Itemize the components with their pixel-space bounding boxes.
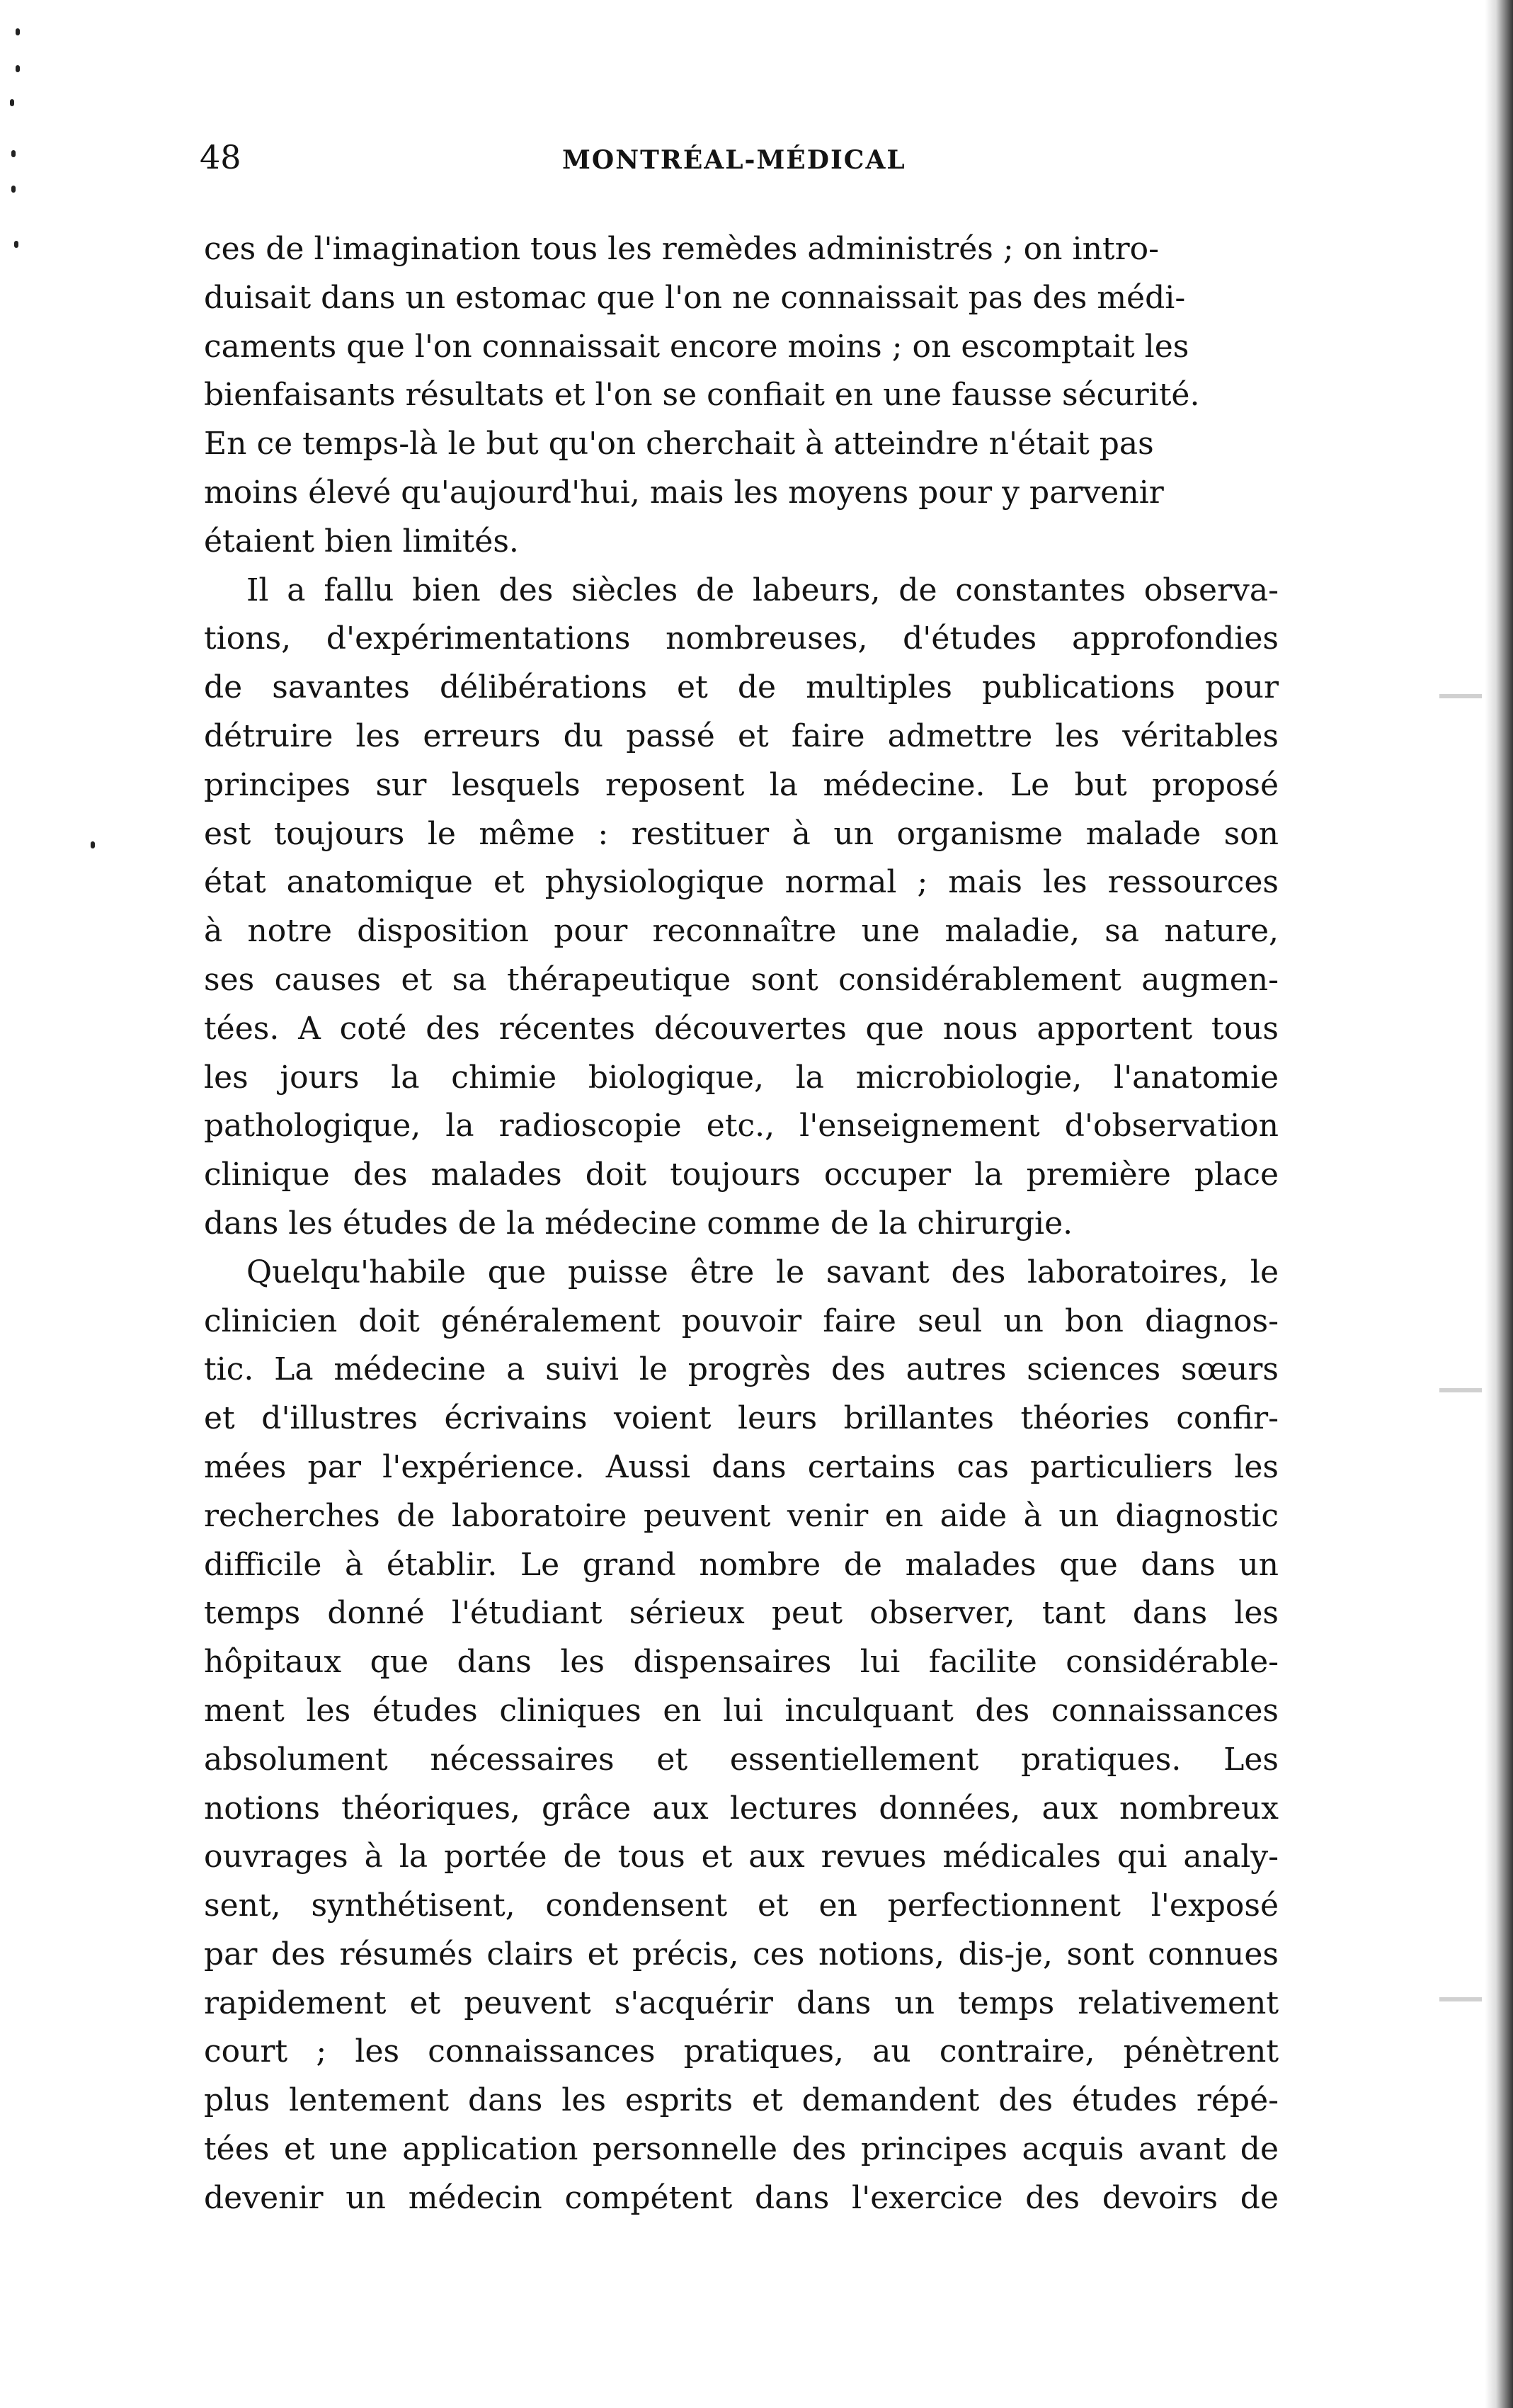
paragraph — [204, 567, 1279, 1249]
text-line: mées par l'expérience. Aussi dans certains cas particuliers les — [204, 1448, 1279, 1485]
text-line: tées et une application personnelle des principes acquis avant de — [204, 2131, 1279, 2168]
text-line: Il a fallu bien des siècles de labeurs, de constantes observa- — [246, 572, 1279, 608]
running-title: MONTRÉAL-MÉDICAL — [562, 145, 906, 175]
scan-speck — [1439, 1388, 1482, 1392]
text-line: En ce temps-là le but qu'on cherchait à atteindre n'était pas — [204, 426, 1154, 462]
scan-margin-mark — [16, 65, 20, 72]
scan-speck — [1439, 694, 1482, 698]
page-number: 48 — [200, 138, 241, 176]
scan-binding-edge — [1485, 0, 1513, 2408]
text-line: clinique des malades doit toujours occuper la première place — [204, 1157, 1279, 1193]
text-line: sent, synthétisent, condensent et en perfectionnent l'exposé — [204, 1887, 1279, 1924]
text-line: court ; les connaissances pratiques, au contraire, pénètrent — [204, 2033, 1279, 2070]
scan-margin-mark — [91, 841, 95, 848]
scan-margin-mark — [10, 99, 14, 106]
scan-speck — [1439, 1997, 1482, 2001]
scan-margin-mark — [11, 186, 16, 193]
text-line: état anatomique et physiologique normal ; mais les ressources — [204, 864, 1279, 901]
text-line: absolument nécessaires et essentiellement pratiques. Les — [204, 1741, 1279, 1778]
text-line: à notre disposition pour reconnaître une maladie, sa nature, — [204, 913, 1279, 950]
text-line: moins élevé qu'aujourd'hui, mais les moyens pour y parvenir — [204, 474, 1164, 511]
text-line: par des résumés clairs et précis, ces notions, dis-je, sont connues — [204, 1936, 1279, 1972]
text-line: bienfaisants résultats et l'on se confiait en une fausse sécurité. — [204, 377, 1200, 414]
scan-margin-mark — [16, 28, 20, 35]
scan-margin-mark — [11, 150, 16, 157]
text-line: détruire les erreurs du passé et faire admettre les véritables — [204, 717, 1279, 754]
text-line: notions théoriques, grâce aux lectures données, aux nombreux — [204, 1790, 1279, 1827]
text-line: devenir un médecin compétent dans l'exercice des devoirs de — [204, 2179, 1279, 2216]
text-line: principes sur lesquels reposent la médecine. Le but proposé — [204, 766, 1279, 803]
text-line: tic. La médecine a suivi le progrès des autres sciences sœurs — [204, 1351, 1279, 1388]
text-line: pathologique, la radioscopie etc., l'enseignement d'observation — [204, 1108, 1279, 1145]
text-line: temps donné l'étudiant sérieux peut observer, tant dans les — [204, 1595, 1279, 1632]
text-line: Quelqu'habile que puisse être le savant des laboratoires, le — [246, 1254, 1279, 1290]
paragraph — [204, 225, 1279, 567]
text-line: ouvrages à la portée de tous et aux revues médicales qui analy- — [204, 1839, 1279, 1875]
text-line: rapidement et peuvent s'acquérir dans un temps relativement — [204, 1984, 1279, 2021]
text-line: est toujours le même : restituer à un organisme malade son — [204, 815, 1279, 852]
text-line: ces de l'imagination tous les remèdes administrés ; on intro- — [204, 231, 1159, 267]
scan-margin-mark — [14, 241, 18, 248]
text-line: tées. A coté des récentes découvertes que nous apportent tous — [204, 1010, 1279, 1047]
text-line: étaient bien limités. — [204, 523, 519, 560]
text-line: ses causes et sa thérapeutique sont considérablement augmen- — [204, 961, 1279, 998]
text-line: duisait dans un estomac que l'on ne connaissait pas des médi- — [204, 279, 1186, 316]
body-text — [204, 225, 1279, 2223]
text-line: hôpitaux que dans les dispensaires lui facilite considérable- — [204, 1644, 1279, 1681]
text-line: dans les études de la médecine comme de la chirurgie. — [204, 1205, 1073, 1242]
text-line: clinicien doit généralement pouvoir faire seul un bon diagnos- — [204, 1302, 1279, 1339]
text-line: les jours la chimie biologique, la microbiologie, l'anatomie — [204, 1059, 1279, 1096]
text-line: de savantes délibérations et de multiples publications pour — [204, 669, 1279, 706]
text-line: plus lentement dans les esprits et demandent des études répé- — [204, 2082, 1279, 2119]
paragraph — [204, 1249, 1279, 2223]
text-line: recherches de laboratoire peuvent venir en aide à un diagnostic — [204, 1497, 1279, 1534]
text-line: caments que l'on connaissait encore moins ; on escomptait les — [204, 328, 1189, 365]
text-line: tions, d'expérimentations nombreuses, d'études approfondies — [204, 620, 1279, 657]
page-header — [200, 136, 1290, 186]
text-line: ment les études cliniques en lui inculquant des connaissances — [204, 1692, 1279, 1729]
text-line: et d'illustres écrivains voient leurs brillantes théories confir- — [204, 1400, 1279, 1437]
text-line: difficile à établir. Le grand nombre de malades que dans un — [204, 1546, 1279, 1583]
